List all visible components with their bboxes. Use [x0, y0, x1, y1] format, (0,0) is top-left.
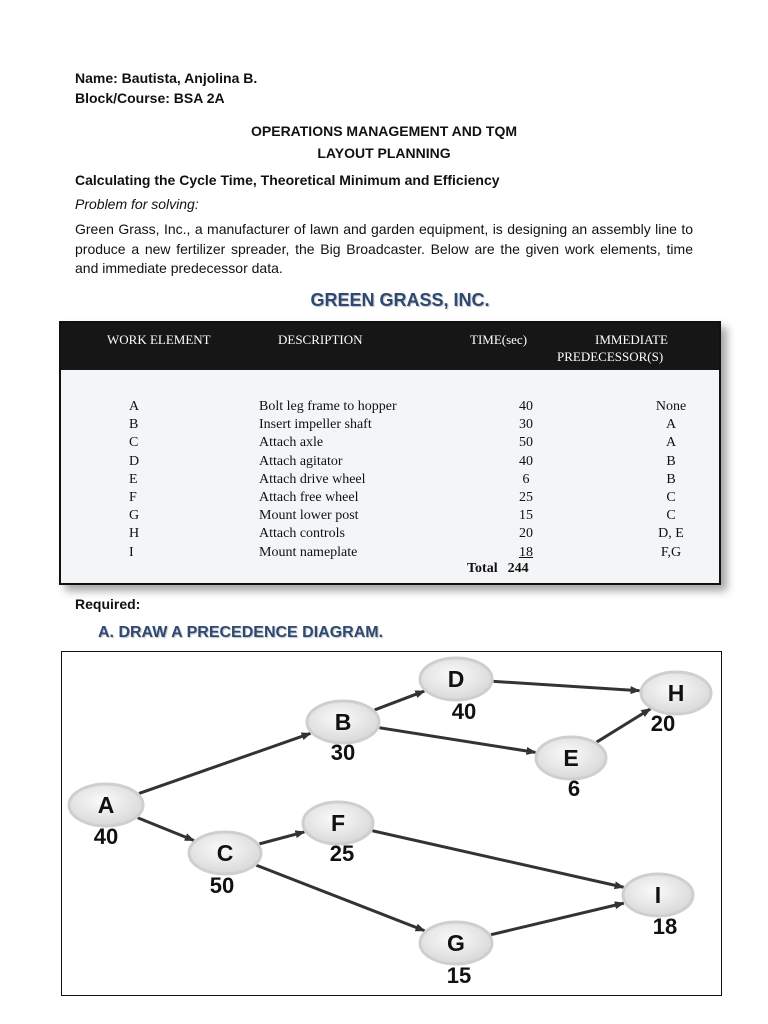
cell-predecessor: B	[666, 471, 676, 487]
cell-description: Attach drive wheel	[259, 471, 366, 487]
cell-description: Attach controls	[259, 526, 345, 542]
cell-time: 40	[519, 399, 533, 414]
node-time: 30	[330, 740, 356, 765]
cell-predecessor: B	[666, 453, 676, 469]
cell-predecessor: A	[665, 435, 677, 451]
table-row: E Attach drive wheel 6 B	[61, 472, 719, 490]
node-time: 18	[652, 914, 678, 939]
node-label: D	[447, 666, 465, 692]
block-course: Block/Course: BSA 2A	[75, 90, 225, 106]
cell-time: 25	[519, 489, 533, 505]
node-time: 25	[329, 841, 355, 866]
header-work-element: WORK ELEMENT	[107, 332, 211, 347]
total-label: Total	[467, 561, 498, 576]
table-body	[61, 399, 719, 563]
node-time: 40	[451, 699, 477, 724]
table-row: G Mount lower post 15 C	[61, 508, 719, 526]
table-header	[61, 323, 719, 370]
edge-f-i	[372, 831, 623, 888]
table-row: C Attach axle 50 A	[61, 435, 719, 453]
table-title: GREEN GRASS, INC.	[310, 290, 490, 310]
node-label: F	[330, 810, 346, 836]
node-e	[536, 737, 606, 801]
problem-label: Problem for solving:	[75, 196, 199, 212]
header-time: TIME(sec)	[470, 332, 528, 347]
edge-b-e	[379, 728, 535, 753]
edge-e-h	[597, 709, 651, 742]
header-predecessor-2: PREDECESSOR(S)	[557, 349, 664, 364]
table-row: A Bolt leg frame to hopper 40 None	[61, 399, 719, 417]
cell-description: Mount lower post	[259, 508, 359, 524]
cell-predecessor: C	[666, 489, 676, 505]
section-heading: Calculating the Cycle Time, Theoretical Minimum and Efficiency	[75, 172, 500, 188]
cell-time: 40	[519, 453, 533, 469]
work-element-table	[59, 321, 721, 585]
header-predecessor-1: IMMEDIATE	[595, 332, 668, 347]
table-total	[467, 561, 529, 577]
node-time: 20	[650, 711, 676, 736]
node-i	[623, 874, 693, 939]
table-row: H Attach controls 20 D, E	[61, 526, 719, 544]
header-description: DESCRIPTION	[278, 332, 363, 347]
cell-description: Bolt leg frame to hopper	[259, 399, 397, 414]
edge-a-c	[138, 818, 194, 841]
student-name: Name: Bautista, Anjolina B.	[75, 70, 258, 86]
node-label: G	[447, 930, 465, 956]
node-b	[307, 701, 379, 765]
precedence-diagram-svg	[62, 652, 720, 994]
table-row: F Attach free wheel 25 C	[61, 490, 719, 508]
cell-predecessor: C	[666, 508, 676, 524]
node-label: C	[216, 840, 234, 866]
node-c	[189, 832, 261, 898]
node-d	[420, 658, 492, 724]
cell-predecessor: D, E	[658, 526, 684, 542]
cell-time: 18	[519, 544, 533, 560]
required-label: Required:	[75, 596, 141, 612]
cell-description: Attach agitator	[259, 453, 343, 469]
document-title: OPERATIONS MANAGEMENT AND TQM	[251, 123, 517, 139]
cell-time: 20	[519, 526, 533, 542]
node-a	[69, 784, 143, 849]
node-label: I	[654, 882, 662, 908]
cell-predecessor: None	[655, 399, 687, 414]
edge-c-g	[256, 865, 424, 931]
node-time: 40	[93, 824, 119, 849]
node-label: A	[97, 792, 115, 818]
node-time: 50	[209, 873, 235, 898]
cell-description: Insert impeller shaft	[259, 417, 372, 433]
node-time: 6	[567, 776, 581, 801]
node-time: 15	[446, 963, 472, 988]
precedence-diagram	[61, 651, 722, 996]
cell-predecessor: F,G	[660, 544, 682, 560]
table-row: B Insert impeller shaft 30 A	[61, 417, 719, 435]
cell-time: 50	[519, 435, 533, 451]
cell-description: Mount nameplate	[259, 544, 358, 560]
node-g	[420, 922, 492, 988]
edge-c-f	[259, 832, 304, 844]
cell-time: 6	[522, 471, 530, 487]
total-value: 244	[507, 561, 529, 576]
edge-d-h	[494, 681, 640, 690]
node-label: B	[334, 709, 352, 735]
table-row: I Mount nameplate 18 F,G	[61, 545, 719, 563]
cell-time: 30	[519, 417, 533, 433]
cell-description: Attach free wheel	[259, 489, 359, 505]
node-f	[303, 802, 373, 866]
cell-time: 15	[519, 508, 533, 524]
node-h	[641, 672, 711, 736]
node-label: H	[667, 680, 685, 706]
cell-description: Attach axle	[259, 435, 324, 451]
edge-g-i	[491, 903, 624, 935]
cell-predecessor: A	[665, 417, 677, 433]
part-a-title: A. DRAW A PRECEDENCE DIAGRAM.	[98, 624, 384, 641]
table-row: D Attach agitator 40 B	[61, 454, 719, 472]
edge-b-d	[375, 691, 425, 710]
problem-paragraph: Green Grass, Inc., a manufacturer of lawn and garden equipment, is designing an assembly line to produce a new fertilizer spreader, the Big Broadcaster. Below are the given work elements, time and immediate predecessor data.	[75, 221, 693, 276]
document-subtitle: LAYOUT PLANNING	[317, 145, 451, 161]
node-label: E	[563, 745, 579, 771]
edge-a-b	[139, 733, 311, 793]
